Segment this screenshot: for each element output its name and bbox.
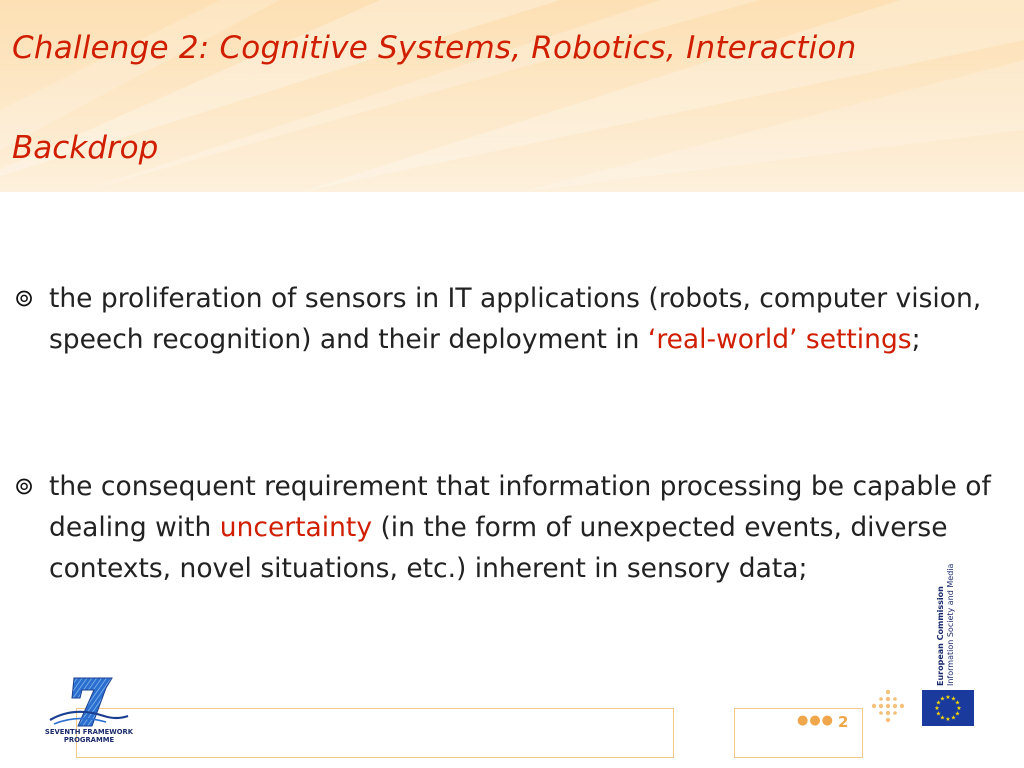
footer-left-box <box>76 708 674 758</box>
bullet-marker-icon: ⊚ <box>14 284 35 312</box>
ec-logo-text <box>936 564 956 686</box>
svg-text:★: ★ <box>935 710 942 718</box>
svg-text:★: ★ <box>950 695 957 703</box>
fp7-seven-logo-icon <box>44 676 134 730</box>
page-dots-icon: ●●● <box>797 713 835 728</box>
svg-text:★: ★ <box>934 705 940 712</box>
fp7-caption-line1: SEVENTH FRAMEWORK <box>44 728 134 736</box>
fp7-caption-line2: PROGRAMME <box>63 736 115 744</box>
bullet-text-end: ; <box>911 324 921 355</box>
svg-text:★: ★ <box>939 695 946 703</box>
ec-logo-line1: European Commission <box>936 586 945 686</box>
bullet-item <box>14 466 1004 589</box>
bullet-highlight: uncertainty <box>219 512 373 543</box>
eu-flag-icon <box>922 690 974 726</box>
bullet-highlight: ‘real-world’ settings <box>647 324 912 355</box>
dotted-cross-icon <box>868 688 908 728</box>
svg-text:★: ★ <box>939 714 946 722</box>
fp7-caption <box>44 728 134 744</box>
slide-title: Challenge 2: Cognitive Systems, Robotics, Interaction <box>12 30 857 66</box>
svg-text:★: ★ <box>945 694 951 701</box>
bullet-list <box>14 278 1004 589</box>
svg-text:★: ★ <box>956 705 962 712</box>
svg-text:★: ★ <box>954 699 961 707</box>
svg-text:★: ★ <box>950 714 957 722</box>
bullet-marker-icon: ⊚ <box>14 472 35 500</box>
svg-text:★: ★ <box>954 710 961 718</box>
svg-text:★: ★ <box>945 716 951 723</box>
header-band <box>0 0 1024 192</box>
bullet-item <box>14 278 1004 360</box>
bullet-text: the proliferation of sensors in IT applications (robots, computer vision, speech recognition) and their deployment in <box>49 283 982 355</box>
bullet-text-end: (in the form of unexpected events, diverse contexts, novel situations, etc.) inherent in sensory data; <box>49 512 948 584</box>
bullet-text: the consequent requirement that information processing be capable of dealing with <box>49 471 991 543</box>
svg-text:★: ★ <box>935 699 942 707</box>
ec-logo-line2: Information Society and Media <box>946 563 955 686</box>
page-number: 2 <box>838 713 849 731</box>
slide-subtitle: Backdrop <box>12 130 159 166</box>
